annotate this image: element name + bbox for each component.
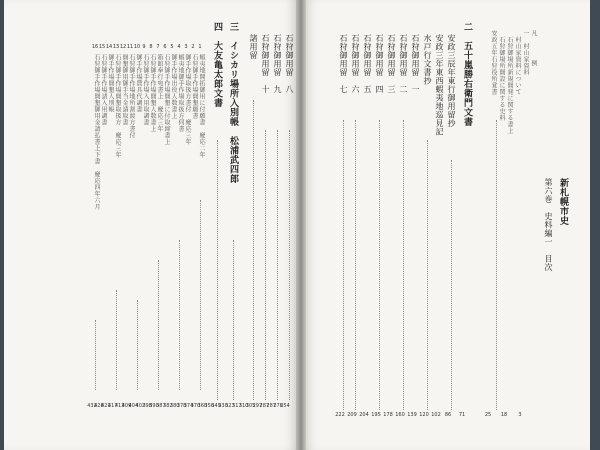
contents-entry: 石狩御用留 二	[399, 34, 408, 94]
page-number: 71	[458, 412, 466, 418]
page-number: 413	[114, 403, 125, 409]
document-title: 石狩御手作場開墾に付取締書上	[163, 54, 170, 145]
section-heading: 四 大友亀太郎文書	[212, 22, 222, 108]
page-number: 204	[359, 412, 369, 418]
page-number: 297	[252, 403, 263, 409]
dot-leader	[451, 160, 452, 410]
row-index: 2	[191, 44, 195, 50]
dot-leader	[217, 140, 218, 400]
book-gutter	[296, 0, 306, 450]
contents-entry: 安政五年石狩役所覚書	[490, 30, 497, 95]
document-title: 蝦夷地開拓御用に付願書 慶応二年	[198, 54, 205, 158]
page-number: 102	[431, 412, 441, 418]
page-number: 402	[135, 403, 146, 409]
contents-entry: 安政三年東西蝦夷地巡見記	[435, 34, 444, 136]
contents-entry: 安政三辰年東行御用留抄	[447, 34, 456, 128]
page-number: 421	[101, 403, 111, 409]
contents-entry: 石狩御場所開設に関する史料	[498, 30, 505, 121]
page-number: 387	[156, 403, 166, 409]
row-index: 6	[163, 44, 167, 50]
page-number: 390	[149, 403, 159, 409]
page-number: 370	[190, 403, 201, 409]
contents-entry: 石狩御用留 十	[261, 34, 270, 94]
row-index: 10	[133, 44, 141, 50]
page-number: 428	[94, 403, 104, 409]
page-number: 374	[183, 403, 194, 409]
contents-entry: 石狩御用留 四	[375, 34, 384, 94]
row-index: 9	[142, 44, 146, 50]
page-number: 254	[280, 403, 290, 409]
contents-entry: 村山家資料について	[514, 30, 521, 95]
page-number: 310	[238, 403, 249, 409]
page-number: 18	[500, 412, 508, 418]
section-heading: 二 五十嵐勝右衛門文書	[462, 22, 472, 127]
document-title: 箱館奉行宛書上 慶応三年	[156, 54, 163, 132]
page-number: 432	[87, 403, 97, 409]
page-number: 195	[371, 412, 381, 418]
row-index: 11	[126, 44, 134, 50]
contents-entry: 石狩御用留 七	[339, 34, 348, 94]
document-title: 石狩御手作場入用取調書	[142, 54, 149, 126]
page-number: 276	[273, 403, 283, 409]
page-number: 330	[218, 403, 228, 409]
page-number: 349	[211, 403, 221, 409]
document-title: 御手作場取扱方書付 慶応三年	[184, 54, 191, 145]
page-number: 209	[347, 412, 357, 418]
dot-leader	[379, 120, 380, 410]
contents-entry: 石狩御用留 一	[411, 34, 420, 94]
contents-entry: 石狩御用留 五	[363, 34, 372, 94]
dot-leader	[200, 200, 201, 390]
contents-entry: 凡	[530, 30, 537, 37]
page-number: 222	[335, 412, 345, 418]
document-title: 石狩御手作場開墾取扱方 慶応三年	[114, 54, 121, 158]
page-number: 380	[169, 403, 180, 409]
document-title: 石狩御手作場地所割渡方書付	[128, 54, 135, 139]
page-number: 178	[383, 412, 393, 418]
dot-leader	[233, 240, 234, 400]
contents-entry: 諸用留	[249, 34, 258, 60]
document-title: 蝦夷地御手作場取扱方伺書	[177, 54, 184, 132]
page-number: 398	[142, 403, 152, 409]
row-index: 14	[105, 44, 113, 50]
contents-entry: 石狩御用留 六	[351, 34, 360, 94]
contents-entry: 石狩御用留 八	[285, 34, 294, 94]
dot-leader	[253, 100, 254, 400]
document-title: 石狩御手作場開墾人数書上	[149, 54, 156, 132]
page-number: 356	[204, 403, 214, 409]
dot-leader	[403, 120, 404, 410]
row-index: 12	[119, 44, 127, 50]
dot-leader	[496, 120, 497, 410]
page-number: 305	[245, 403, 256, 409]
page-number: 404	[128, 403, 139, 409]
dot-leader	[277, 130, 278, 400]
contents-entry: 石狩御用留 三	[387, 34, 396, 94]
dot-leader	[265, 130, 266, 400]
page-number: 409	[121, 403, 132, 409]
row-index: 4	[177, 44, 181, 50]
dot-leader	[137, 300, 138, 390]
dot-leader	[95, 320, 96, 390]
dot-leader	[355, 120, 356, 410]
contents-entry: 例	[530, 60, 537, 67]
row-index: 3	[184, 44, 188, 50]
dot-leader	[427, 140, 428, 410]
dot-leader	[289, 130, 290, 400]
page-number: 317	[232, 403, 242, 409]
row-index: 7	[156, 44, 160, 50]
page-number: 3	[518, 412, 522, 418]
page-number: 360	[197, 403, 208, 409]
row-index: 13	[112, 44, 120, 50]
row-index: 15	[98, 44, 106, 50]
dot-leader	[179, 240, 180, 390]
page-number: 287	[259, 403, 270, 409]
page-number: 139	[407, 412, 417, 418]
page-number: 25	[484, 412, 492, 418]
row-index: 5	[170, 44, 174, 50]
page-number: 378	[176, 403, 187, 409]
page-number: 417	[107, 403, 118, 409]
document-title: 石狩御手作場開墾願書	[191, 54, 198, 119]
contents-entry: 水戸行文書抄	[423, 34, 432, 85]
contents-entry: 石狩御用留 九	[273, 34, 282, 94]
page-number: 287	[266, 403, 276, 409]
dot-leader	[343, 120, 344, 410]
document-title: 御手作場開墾人別帳	[107, 54, 114, 113]
row-index: 1	[198, 44, 202, 50]
page-number: 323	[225, 403, 235, 409]
page-number: 86	[444, 412, 452, 418]
section-heading: 三 イシカリ場所入別帳 松浦武四郎	[228, 22, 238, 184]
dot-leader	[158, 260, 159, 390]
row-index: 16	[91, 44, 99, 50]
contents-entry: 一 村山家資料	[522, 30, 529, 76]
page-number: 382	[163, 403, 173, 409]
contents-entry: 石狩御場所新規開発に関する書上	[506, 30, 513, 134]
row-index: 8	[149, 44, 153, 50]
volume-subtitle: 第六巻 史料編一 目次	[544, 178, 553, 272]
book-title: 新札幌市史	[558, 178, 568, 226]
document-title: 石狩御手作場開墾御用金請払書上下書 慶応四年六月	[93, 54, 100, 210]
document-title: 御手作場農具代調書	[135, 54, 142, 113]
document-title: 御手作場出役人数書上	[170, 54, 177, 119]
document-title: 石狩御手作場諸入用調書	[100, 54, 107, 126]
page-number: 160	[395, 412, 405, 418]
dot-leader	[116, 290, 117, 390]
document-title: 開墾御用御手当金請取書	[121, 54, 128, 126]
page-number: 120	[419, 412, 429, 418]
